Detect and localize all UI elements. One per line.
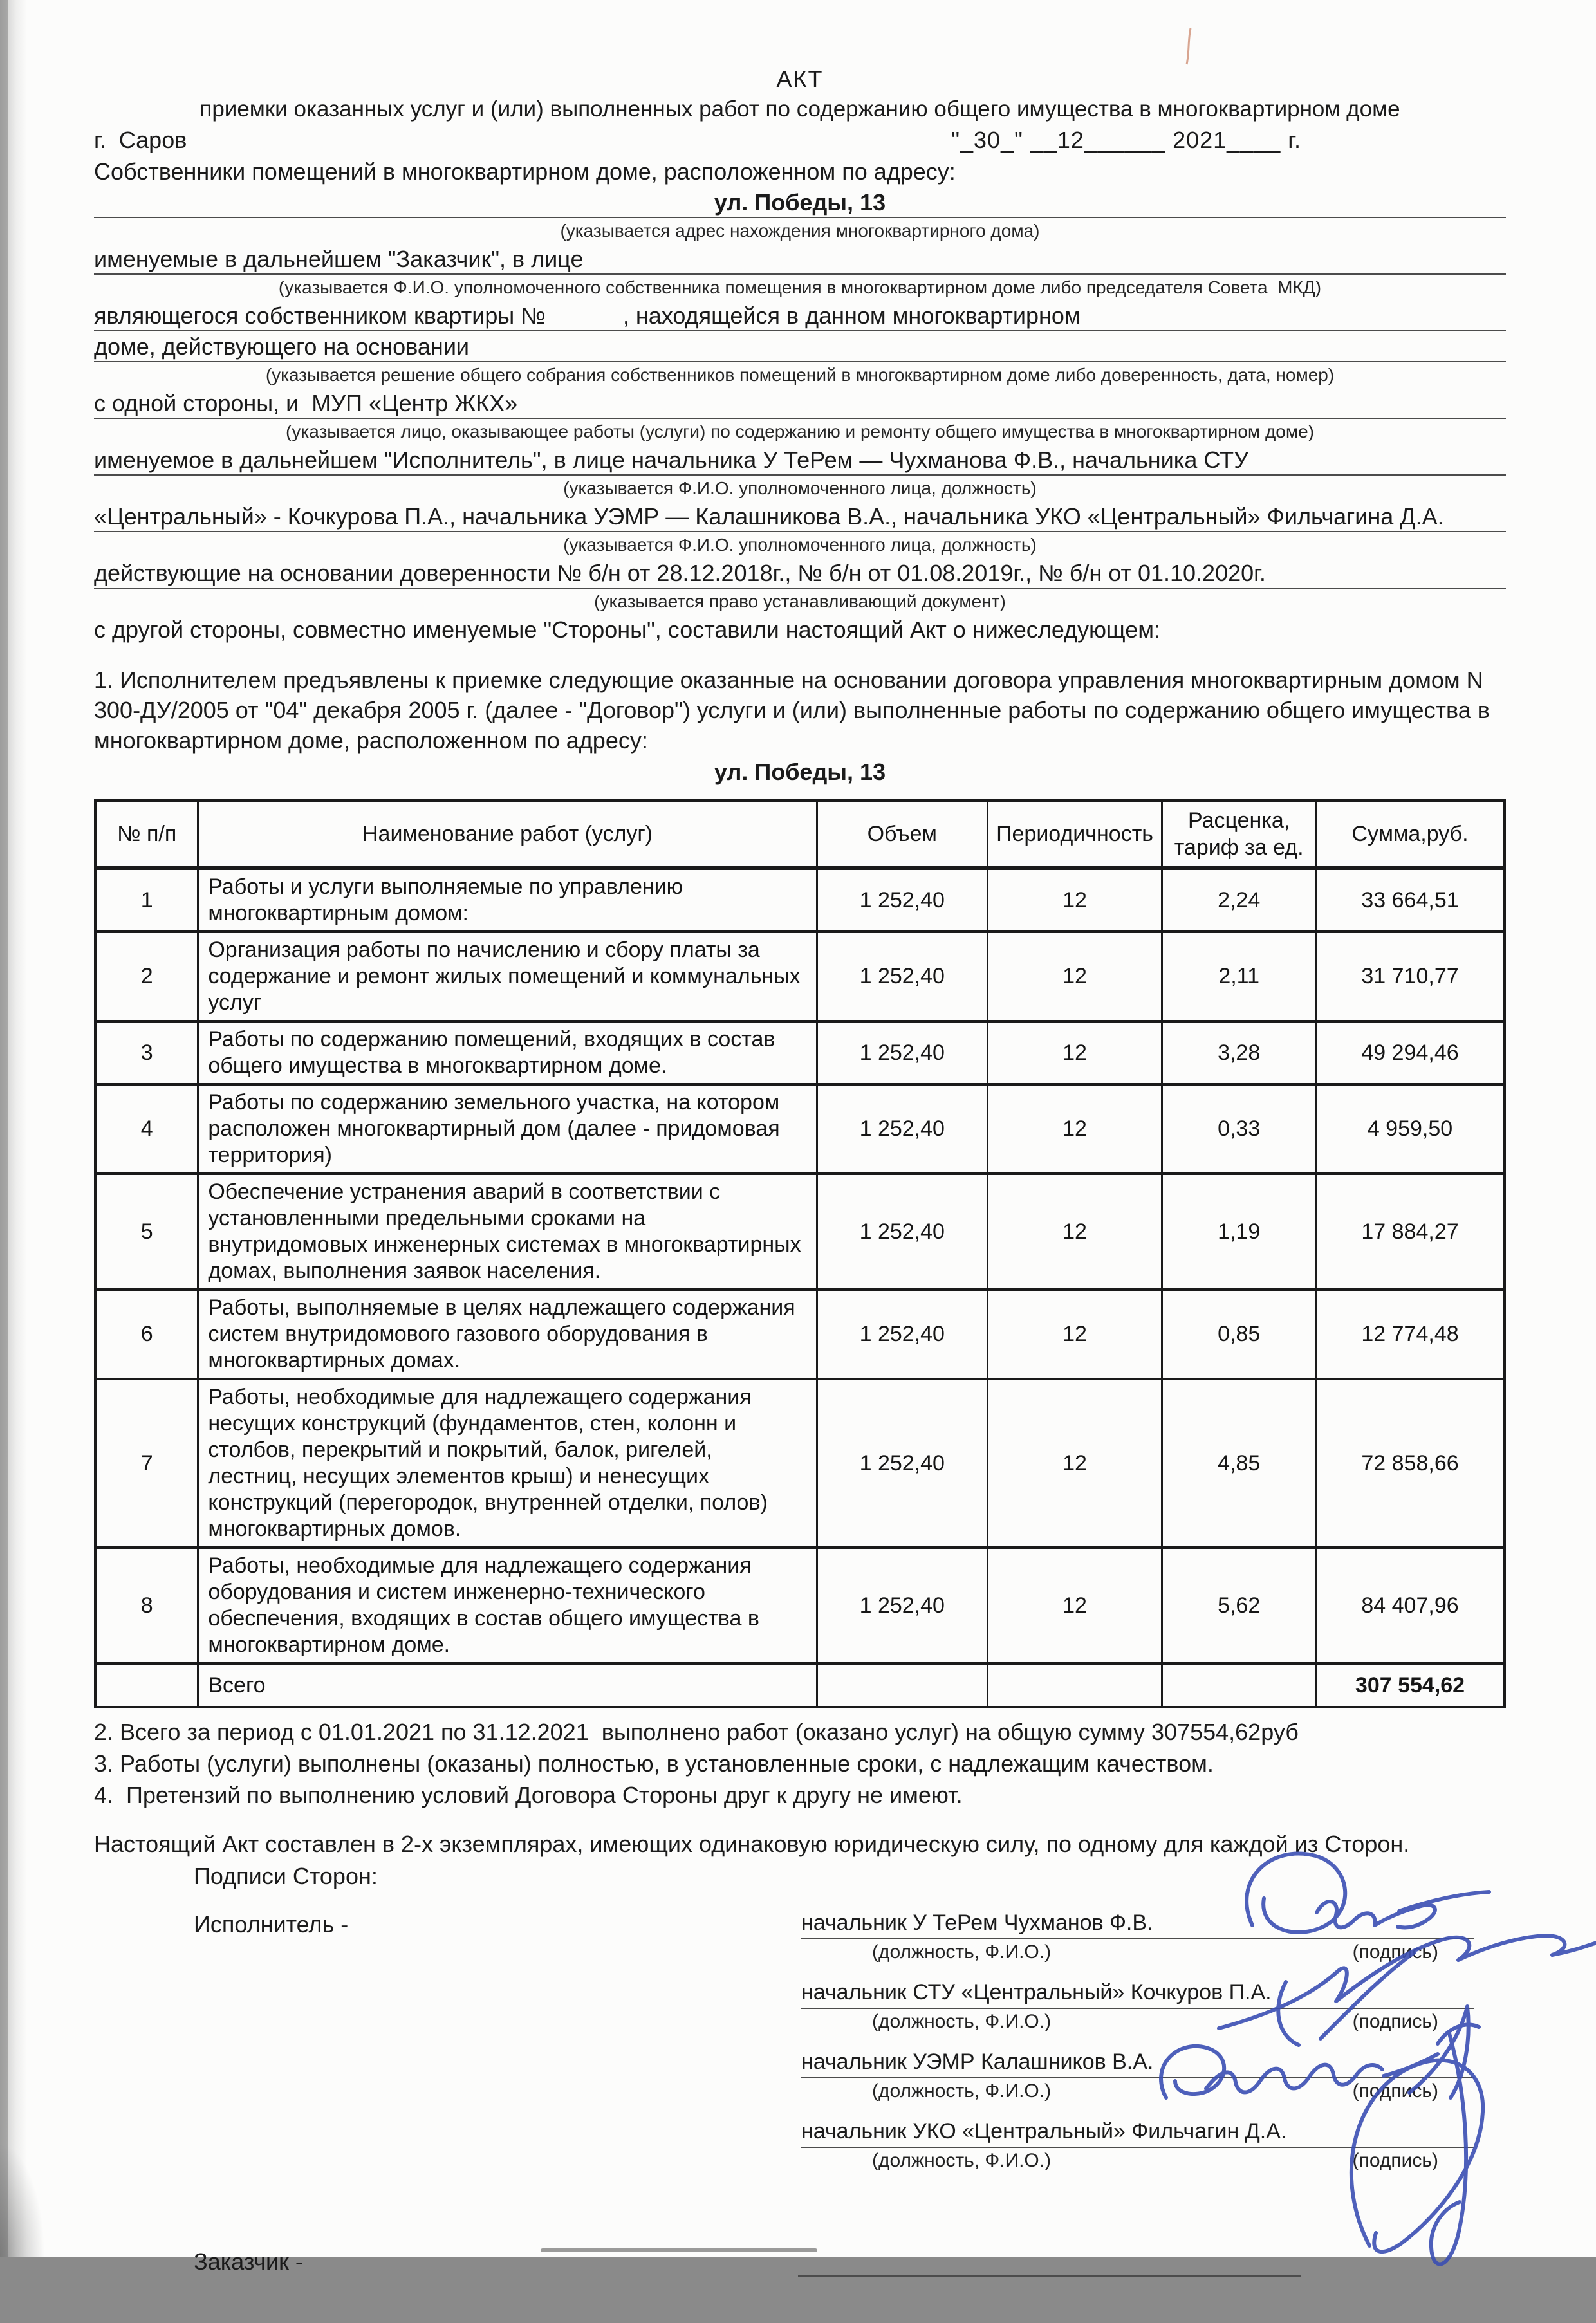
cell-period: 12 [987, 1174, 1162, 1290]
cell-name: Организация работы по начислению и сбору платы за содержание и ремонт жилых помещений и коммунальных услуг [198, 932, 817, 1021]
cell-period: 12 [987, 932, 1162, 1021]
cell-rate: 2,11 [1162, 932, 1316, 1021]
cell-name: Работы, необходимые для надлежащего содержания несущих конструкций (фундаментов, стен, колонн и столбов, перекрытий и покрытий, балок, ригелей, лестниц, несущих элементов крыш) и ненесущих конструкций (перегородок, внутренней отделки, полов) многоквартирных домов. [198, 1379, 817, 1548]
cell-rate: 4,85 [1162, 1379, 1316, 1548]
cell-num: 1 [95, 868, 198, 932]
header-num: № п/п [95, 801, 198, 868]
parties-line: с другой стороны, совместно именуемые "Стороны", составили настоящий Акт о нижеследующем: [94, 616, 1161, 643]
signer-name: начальник УЭМР Калашников В.А. [801, 2049, 1474, 2078]
position-hint: (должность, Ф.И.О.) [872, 1941, 1052, 1963]
position-hint: (должность, Ф.И.О.) [872, 2150, 1052, 2171]
executor-field: именуемое в дальнейшем "Исполнитель", в лице начальника У ТеРем — Чухманова Ф.В., начальника СТУ [94, 446, 1506, 476]
signer-sublabels [801, 2009, 1474, 2035]
cell-period: 12 [987, 1290, 1162, 1379]
signer-list [801, 1910, 1474, 2188]
cell-num: 2 [95, 932, 198, 1021]
cell-period: 12 [987, 1548, 1162, 1663]
cell-rate: 1,19 [1162, 1174, 1316, 1290]
cell-num: 6 [95, 1290, 198, 1379]
table-total-row [95, 1663, 1505, 1707]
position-hint: (должность, Ф.И.О.) [872, 2080, 1052, 2102]
basis-field: доме, действующего на основании [94, 333, 1506, 362]
customer-row [94, 2247, 1506, 2277]
cell-period: 12 [987, 1379, 1162, 1548]
cell-name: Работы по содержанию помещений, входящих в состав общего имущества в многоквартирном доме. [198, 1021, 817, 1084]
signer-entry [801, 1910, 1474, 1965]
signer-entry [801, 2049, 1474, 2104]
executor-hint: (указывается Ф.И.О. уполномоченного лица, должность) [563, 478, 1037, 498]
address-repeat: ул. Победы, 13 [714, 759, 886, 785]
table-row [95, 1379, 1505, 1548]
cell-sum: 33 664,51 [1316, 868, 1505, 932]
party1-field: с одной стороны, и МУП «Центр ЖКХ» [94, 389, 1506, 419]
header-rate: Расценка, тариф за ед. [1162, 801, 1316, 868]
signer-entry [801, 1979, 1474, 2035]
cell-name: Работы, необходимые для надлежащего содержания оборудования и систем инженерно-технического обеспечения, входящих в состав общего имущества в многоквартирном доме. [198, 1548, 817, 1663]
scan-corner-blotch [0, 2143, 45, 2257]
cell-sum: 31 710,77 [1316, 932, 1505, 1021]
total-sum: 307 554,62 [1316, 1663, 1505, 1707]
total-label: Всего [198, 1663, 817, 1707]
city-date-row [94, 124, 1506, 156]
cell-volume: 1 252,40 [817, 1379, 987, 1548]
cell-rate: 2,24 [1162, 868, 1316, 932]
cell-sum: 12 774,48 [1316, 1290, 1505, 1379]
customer-field: именуемые в дальнейшем "Заказчик", в лице [94, 245, 1506, 275]
executor-hint-2: (указывается Ф.И.О. уполномоченного лица, должность) [563, 535, 1037, 555]
header-name: Наименование работ (услуг) [198, 801, 817, 868]
cell-period: 12 [987, 1021, 1162, 1084]
proxy-field: действующие на основании доверенности № б/н от 28.12.2018г., № б/н от 01.08.2019г., № б/н от 01.10.2020г. [94, 559, 1506, 589]
customer-hint: (указывается Ф.И.О. уполномоченного собственника помещения в многоквартирном доме либо председателя Совета МКД) [278, 277, 1322, 297]
document-subtitle: приемки оказанных услуг и (или) выполненных работ по содержанию общего имущества в многоквартирном доме [200, 97, 1400, 122]
signatures-title: Подписи Сторон: [194, 1863, 378, 1889]
cell-num: 3 [95, 1021, 198, 1084]
cell-rate: 0,85 [1162, 1290, 1316, 1379]
sign-hint: (подпись) [1352, 2150, 1438, 2171]
cell-sum: 49 294,46 [1316, 1021, 1505, 1084]
signer-sublabels [801, 2078, 1474, 2104]
table-header-row [95, 801, 1505, 868]
cell-name: Обеспечение устранения аварий в соответствии с установленными предельными сроками на внутридомовых инженерных системах в многоквартирных домах, выполнения заявок населения. [198, 1174, 817, 1290]
signer-sublabels [801, 2148, 1474, 2174]
sign-hint: (подпись) [1352, 1941, 1438, 1963]
cell-name: Работы по содержанию земельного участка, на котором расположен многоквартирный дом (далее - придомовая территория) [198, 1084, 817, 1174]
sign-hint: (подпись) [1352, 2011, 1438, 2032]
cell-empty [95, 1663, 198, 1707]
cell-empty [987, 1663, 1162, 1707]
table-row [95, 932, 1505, 1021]
cell-sum: 84 407,96 [1316, 1548, 1505, 1663]
header-sum: Сумма,руб. [1316, 801, 1505, 868]
party1-hint: (указывается лицо, оказывающее работы (услуги) по содержанию и ремонту общего имущества в многоквартирном доме) [286, 421, 1314, 441]
sign-hint: (подпись) [1352, 2080, 1438, 2102]
signer-sublabels [801, 1939, 1474, 1965]
cell-volume: 1 252,40 [817, 868, 987, 932]
cell-empty [1162, 1663, 1316, 1707]
city-label: г. Саров [94, 127, 187, 153]
scan-red-artifact [1183, 27, 1196, 66]
cell-volume: 1 252,40 [817, 1021, 987, 1084]
cell-rate: 0,33 [1162, 1084, 1316, 1174]
header-volume: Объем [817, 801, 987, 868]
basis-hint: (указывается решение общего собрания собственников помещений в многоквартирном доме либо доверенность, дата, номер) [265, 365, 1335, 385]
table-row [95, 1021, 1505, 1084]
table-row [95, 1548, 1505, 1663]
cell-empty [817, 1663, 987, 1707]
address-field: ул. Победы, 13 [94, 189, 1506, 218]
cell-sum: 17 884,27 [1316, 1174, 1505, 1290]
cell-sum: 72 858,66 [1316, 1379, 1505, 1548]
customer-label: Заказчик - [194, 2248, 303, 2275]
signer-name: начальник У ТеРем Чухманов Ф.В. [801, 1910, 1474, 1939]
header-period: Периодичность [987, 801, 1162, 868]
cell-num: 8 [95, 1548, 198, 1663]
cell-name: Работы, выполняемые в целях надлежащего содержания систем внутридомового газового оборудования в многоквартирных домах. [198, 1290, 817, 1379]
cell-num: 7 [95, 1379, 198, 1548]
signature-section [94, 1830, 1506, 2277]
table-row [95, 1290, 1505, 1379]
cell-period: 12 [987, 868, 1162, 932]
cell-volume: 1 252,40 [817, 1174, 987, 1290]
apartment-field: являющегося собственником квартиры № , находящейся в данном многоквартирном [94, 302, 1506, 331]
cell-num: 5 [95, 1174, 198, 1290]
scan-edge-dark-strip [0, 0, 8, 2257]
signer-entry [801, 2118, 1474, 2174]
cell-volume: 1 252,40 [817, 1084, 987, 1174]
date-value: "_30_" __12______ 2021____ г. [951, 127, 1301, 153]
signer-name: начальник СТУ «Центральный» Кочкуров П.А. [801, 1979, 1474, 2009]
owners-line: Собственники помещений в многоквартирном доме, расположенном по адресу: [94, 158, 956, 185]
note-4: 4. Претензий по выполнению условий Договора Стороны друг к другу не имеют. [94, 1782, 963, 1808]
cell-sum: 4 959,50 [1316, 1084, 1505, 1174]
cell-volume: 1 252,40 [817, 1548, 987, 1663]
clause-1: 1. Исполнителем предъявлены к приемке следующие оказанные на основании договора управления многоквартирным домом N 300-ДУ/2005 от "04" декабря 2005 г. (далее - "Договор") услуги и (или) выполненные работы по содержанию общего имущества в многоквартирном доме, расположенном по адресу: [94, 667, 1496, 754]
position-hint: (должность, Ф.И.О.) [872, 2011, 1052, 2032]
note-2: 2. Всего за период с 01.01.2021 по 31.12.2021 выполнено работ (оказано услуг) на общую сумму 307554,62руб [94, 1719, 1299, 1745]
table-row [95, 1084, 1505, 1174]
cell-volume: 1 252,40 [817, 1290, 987, 1379]
cell-rate: 3,28 [1162, 1021, 1316, 1084]
cell-num: 4 [95, 1084, 198, 1174]
table-row [95, 1174, 1505, 1290]
signer-name: начальник УКО «Центральный» Фильчагин Д.А. [801, 2118, 1474, 2148]
proxy-hint: (указывается право устанавливающий документ) [594, 591, 1006, 611]
customer-signature-line [798, 2250, 1301, 2277]
services-table [94, 799, 1506, 1708]
cell-period: 12 [987, 1084, 1162, 1174]
notes-block [94, 1716, 1506, 1811]
cell-rate: 5,62 [1162, 1548, 1316, 1663]
executor-label: Исполнитель - [194, 1911, 349, 1938]
address-hint: (указывается адрес нахождения многоквартирного дома) [560, 221, 1040, 241]
cell-volume: 1 252,40 [817, 932, 987, 1021]
copies-line: Настоящий Акт составлен в 2-х экземплярах, имеющих одинаковую юридическую силу, по одному для каждой из Сторон. [94, 1831, 1410, 1857]
document-title: АКТ [776, 66, 824, 92]
signature-grid [94, 1910, 1506, 2188]
cell-name: Работы и услуги выполняемые по управлению многоквартирным домом: [198, 868, 817, 932]
note-3: 3. Работы (услуги) выполнены (оказаны) полностью, в установленные сроки, с надлежащим качеством. [94, 1750, 1214, 1777]
executor-field-2: «Центральный» - Кочкурова П.А., начальника УЭМР — Калашникова В.А., начальника УКО «Центральный» Фильчагина Д.А. [94, 503, 1506, 532]
table-row [95, 868, 1505, 932]
